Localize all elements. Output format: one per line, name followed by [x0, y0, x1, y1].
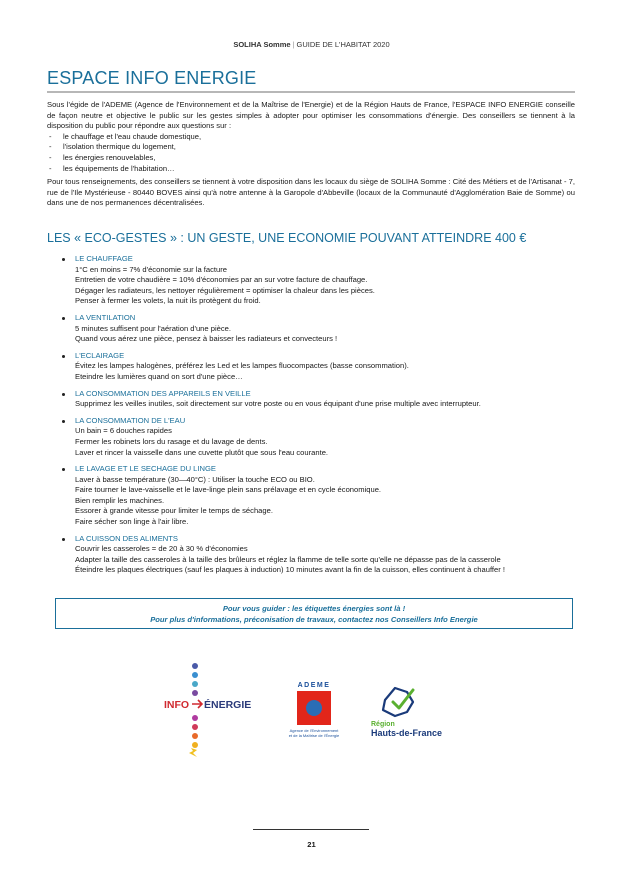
geste-line: Laver et rincer la vaisselle dans une cuvette plutôt que sous l'eau courante.: [75, 447, 329, 457]
footer-rule: [253, 829, 369, 830]
geste-line: Évitez les lampes halogènes, préférez les Led et les lampes fluocompactes (basse consommation).: [75, 361, 409, 371]
geste-title: LA CONSOMMATION DES APPAREILS EN VEILLE: [75, 388, 251, 398]
running-header: SOLIHA Somme | GUIDE DE L'HABITAT 2020: [233, 40, 390, 49]
geste-line: Éteindre les plaques électriques (sauf les plaques à induction) 10 minutes avant la fin de la cuisson, elles continuent à chauffer !: [75, 565, 506, 575]
geste-line: Un bain = 6 douches rapides: [75, 426, 172, 436]
ademe-emblem-icon: [297, 691, 331, 725]
geste-title: LA CONSOMMATION DE L'EAU: [75, 415, 186, 425]
page-number: 21: [307, 840, 316, 849]
geste-ventilation: [60, 313, 580, 345]
geste-line: Faire tourner le lave-vaisselle et le lave-linge plein sans prélavage et en cycle économique.: [75, 485, 382, 495]
region-small: Région: [371, 721, 395, 728]
geste-line: Penser à fermer les volets, la nuit ils protègent du froid.: [75, 296, 261, 306]
geste-line: 5 minutes suffisent pour l'aération d'une pièce.: [75, 323, 231, 333]
ademe-logo: [283, 682, 345, 752]
ademe-sub-1: Agence de l'Environnement: [289, 728, 339, 733]
title-rule: [47, 91, 575, 93]
intro-list-item: - les équipements de l'habitation…: [47, 164, 575, 175]
geste-line: Quand vous aérez une pièce, pensez à baisser les radiateurs et convecteurs !: [75, 334, 338, 344]
info-energie-logo: [163, 662, 263, 757]
info-energie-right: ÉNERGIE: [204, 699, 252, 711]
geste-line: Supprimez les veilles inutiles, soit directement sur votre poste ou en vous équipant d'une prise multiple avec interrupteur.: [75, 399, 481, 409]
geste-line: Bien remplir les machines.: [75, 495, 165, 505]
contact-paragraph: Pour tous renseignements, des conseillers se tiennent à votre disposition dans les locaux du siège de SOLIHA Somme : Cité des Métiers et de l'Artisanat - 7, rue de l'Ile Mystérieuse - 80440 BOVES ainsi qu'à notre antenne à la Garopole d'Abbeville (locaux de la Communauté d'Agglomération Baie de Somme) ou dans une de nos permanences décentralisées.: [47, 177, 575, 208]
geste-title: LA VENTILATION: [75, 312, 136, 322]
geste-line: Couvrir les casseroles = de 20 à 30 % d'économies: [75, 544, 248, 554]
geste-line: Adapter la taille des casseroles à la taille des brûleurs et réglez la flamme de telle sorte qu'elle ne dépasse pas de la casserole: [75, 554, 501, 564]
info-energie-left: INFO: [164, 699, 190, 711]
geste-chauffage: [60, 254, 580, 307]
geste-line: Dégager les radiateurs, les nettoyer régulièrement = optimiser la chaleur dans les pièces.: [75, 285, 375, 295]
france-map-icon: [383, 688, 413, 716]
geste-line: Essorer à grande vitesse pour limiter le temps de séchage.: [75, 506, 273, 516]
geste-line: Fermer les robinets lors du rasage et du lavage de dents.: [75, 436, 268, 446]
geste-line: Laver à basse température (30—40°C) : Utiliser la touche ECO ou BIO.: [75, 474, 315, 484]
geste-cuisson: [60, 534, 580, 576]
region-hdf-logo: [367, 686, 463, 746]
ademe-sub-2: et de la Maîtrise de l'Énergie: [288, 733, 340, 738]
geste-line: Entretien de votre chaudière = 10% d'économies par an sur votre facture de chauffage.: [75, 275, 368, 285]
geste-line: Faire sécher son linge à l'air libre.: [75, 517, 189, 527]
geste-title: LE LAVAGE ET LE SECHAGE DU LINGE: [75, 464, 216, 474]
geste-title: LE CHAUFFAGE: [75, 254, 133, 263]
region-big: Hauts-de-France: [371, 728, 443, 738]
ademe-name: ADEME: [297, 682, 331, 689]
geste-title: L'ECLAIRAGE: [75, 350, 125, 360]
info-notice-box: [55, 598, 573, 629]
geste-line: 1°C en moins = 7% d'économie sur la facture: [75, 264, 228, 274]
geste-title: LA CUISSON DES ALIMENTS: [75, 533, 178, 543]
intro-section: [47, 100, 575, 209]
intro-list-item: - le chauffage et l'eau chaude domestique,: [47, 132, 575, 143]
header-guide: GUIDE DE L'HABITAT 2020: [296, 40, 390, 49]
geste-line: Eteindre les lumières quand on sort d'une pièce…: [75, 371, 243, 381]
intro-list: [47, 132, 575, 174]
page-title: ESPACE INFO ENERGIE: [47, 68, 257, 88]
header-org: SOLIHA Somme: [233, 40, 291, 49]
geste-linge: [60, 464, 580, 528]
geste-veille: [60, 389, 580, 410]
geste-eau: [60, 416, 580, 458]
geste-eclairage: [60, 351, 580, 383]
notice-line-2: Pour plus d'informations, préconisation de travaux, contactez nos Conseillers Info Energie: [150, 615, 478, 624]
section-subtitle: LES « ECO-GESTES » : UN GESTE, UNE ECONOMIE POUVANT ATTEINDRE 400 €: [47, 231, 527, 245]
intro-list-item: - les énergies renouvelables,: [47, 153, 575, 164]
intro-paragraph: Sous l'égide de l'ADEME (Agence de l'Environnement et de la Maîtrise de l'Energie) et de la Région Hauts de France, l'ESPACE INFO ENERGIE conseille de façon neutre et objective le public sur les gestes simples à adopter pour optimiser les consommations d'énergie. Des conseillers se tiennent à la disposition du public pour répondre aux questions sur :: [47, 100, 575, 131]
notice-line-1: Pour vous guider : les étiquettes énergies sont là !: [222, 604, 406, 613]
eco-gestes-list: [60, 254, 580, 582]
intro-list-item: - l'isolation thermique du logement,: [47, 142, 575, 153]
